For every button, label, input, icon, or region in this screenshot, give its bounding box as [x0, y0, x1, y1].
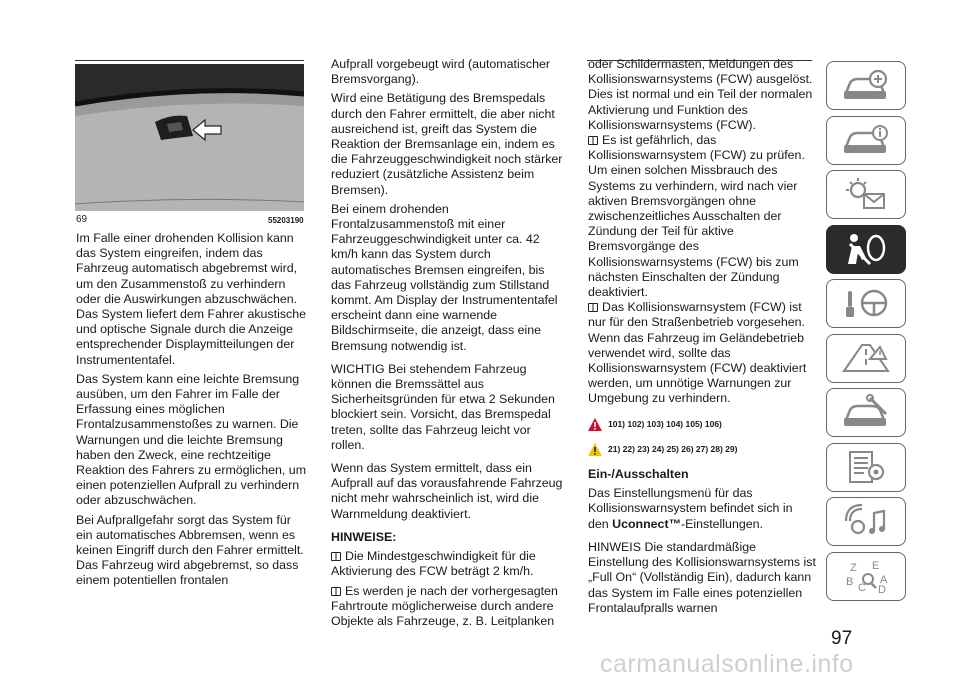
paragraph: Bei Aufprallgefahr sorgt das System für ein automatisches Abbremsen, wenn es keinen Eingriff durch den Fahrer ermittelt. Das Fahrzeug wird abgebremst, so dass einem potentiellen frontalen: [76, 512, 304, 588]
caution-refs-text: 21) 22) 23) 24) 25) 26) 27) 28) 29): [608, 443, 738, 454]
paragraph: WICHTIG Bei stehendem Fahrzeug können die Bremssättel aus Sicherheitsgründen für etwa 2 Sekunden blockiert sein. Vorsicht, das Bremspedal treten, sollte das Fahrzeug leicht vor rollen.: [331, 361, 555, 452]
car-dashboard-icon: [840, 67, 892, 105]
text-column-1: [76, 231, 308, 593]
index-letter: C: [858, 582, 866, 594]
caution-references: [588, 442, 816, 457]
book-icon: [588, 303, 598, 312]
figure-code: 55203190: [268, 216, 304, 225]
technical-data-icon: [840, 448, 892, 486]
tab-car-info[interactable]: [826, 116, 906, 165]
windshield-illustration: [75, 64, 304, 211]
chapter-sidebar: [826, 61, 908, 606]
watermark: carmanualsonline.info: [600, 650, 854, 678]
index-letter: D: [878, 584, 886, 595]
paragraph: Bei einem drohenden Frontalzusammenstoß mit einer Fahrzeuggeschwindigkeit unter ca. 42 km/h kann das System durch automatisches Bremsen eingreifen, bis das Fahrzeug vollständig zum Stillstand kommt. Am Display der Instrumententafel erscheint dann eine warnende Bildschirmseite, die anzeigt, dass eine Bremsung notwendig ist.: [331, 201, 558, 353]
paragraph: HINWEIS Die standardmäßige Einstellung des Kollisionswarnsystems ist „Full On“ (Vollständig Ein), dadurch kann das System im Falle eines potenziellen Frontalaufpralls warnen: [588, 539, 816, 615]
steering-wheel-icon: [840, 285, 892, 323]
book-icon: [331, 587, 341, 596]
tab-car-dashboard[interactable]: [826, 61, 906, 110]
index-letter: B: [846, 576, 854, 588]
book-icon: [588, 136, 598, 145]
tab-emergency[interactable]: [826, 334, 906, 383]
note-item: [331, 584, 567, 630]
car-info-icon: [840, 121, 892, 159]
index-icon: [840, 557, 892, 595]
warning-lights-icon: [840, 176, 892, 214]
top-rule-left: [75, 60, 304, 61]
paragraph: Das System kann eine leichte Bremsung ausüben, um den Fahrer im Falle der Erfassung eines möglichen Frontalzusammenstoßes zu warnen. Die Warnungen und die leichte Bremsung haben den Zweck, eine rechtzeitige Reaktion des Fahrers zu ermöglichen, um einen potenziellen Aufprall zu verhindern oder abzuschwächen.: [76, 371, 307, 508]
notes-heading: HINWEISE:: [331, 529, 397, 544]
tab-warning-lights[interactable]: [826, 170, 906, 219]
section-text-end: -Einstellungen.: [680, 516, 763, 531]
tab-index[interactable]: [826, 552, 906, 601]
car-service-icon: [840, 394, 892, 432]
emergency-road-icon: [840, 339, 892, 377]
paragraph: Im Falle einer drohenden Kollision kann das System eingreifen, indem das Fahrzeug automatisch abgebremst wird, um den Zusammenstoß zu verhindern oder die Auswirkungen abzuschwächen. Das System liefert dem Fahrer akustische und optische Signale durch die Anzeige entsprechender Displaymitteilungen der Instrumententafel.: [76, 231, 306, 367]
book-icon: [331, 552, 341, 561]
index-letter: A: [880, 574, 888, 586]
tab-technical-data[interactable]: [826, 443, 906, 492]
multimedia-icon: [840, 503, 892, 541]
paragraph: Wird eine Betätigung des Bremspedals durch den Fahrer ermittelt, die aber nicht ausreichend ist, greift das System die Reaktion der Bremsanlage ein, indem es die Fahrzeuggeschwindigkeit noch stärker reduziert (zusätzliche Assistenz beim Bremsen).: [331, 91, 563, 197]
note-item: [588, 133, 816, 300]
warning-references: [588, 417, 816, 432]
safety-airbag-icon: [840, 230, 892, 268]
figure-number: 69: [76, 214, 88, 225]
paragraph: Wenn das System ermittelt, dass ein Aufprall auf das vorausfahrende Fahrzeug nicht mehr wahrscheinlich ist, wird die Warnmeldung deaktiviert.: [331, 461, 563, 521]
paragraph: oder Schildermasten, Meldungen des Kollisionswarnsystems (FCW) ausgelöst. Dies ist normal und ein Teil der normalen Aktivierung und Funktion des Kollisionswarnsystems (FCW).: [588, 57, 813, 132]
tab-service[interactable]: [826, 388, 906, 437]
warning-refs-text: 101) 102) 103) 104) 105) 106): [608, 418, 722, 429]
note-text: Es ist gefährlich, das Kollisionswarnsystem (FCW) zu prüfen. Um einen solchen Missbrauch des Systems zu verhindern, wird nach vier aktiven Bremsvorgängen ohne zwischenzeitliches Ausschalten der Zündung der Teil für aktive Bremsvorgänge des Kollisionswarnsystems (FCW) bis zum nächsten Einschalten der Zündung deaktiviert.: [588, 133, 805, 300]
tab-multimedia[interactable]: [826, 497, 906, 546]
note-item: [588, 300, 816, 406]
page-number: 97: [831, 628, 853, 649]
warning-triangle-icon: [588, 418, 602, 431]
section-text: Das Einstellungsmenü für das Kollisionswarnsystem befindet sich in den: [588, 486, 793, 531]
paragraph: Aufprall vorgebeugt wird (automatischer Bremsvorgang).: [331, 57, 551, 87]
note-text: Es werden je nach der vorhergesagten Fahrtroute möglicherweise durch andere Objekte als Fahrzeuge, z. B. Leitplanken: [331, 583, 558, 628]
index-letter: Z: [850, 562, 857, 574]
note-text: Die Mindestgeschwindigkeit für die Aktivierung des FCW beträgt 2 km/h.: [331, 549, 536, 579]
note-text: Das Kollisionswarnsystem (FCW) ist nur für den Straßenbetrieb vorgesehen. Wenn das Fahrzeug im Geländebetrieb verwendet wird, sollte das Kollisionswarnsystem (FCW) deaktiviert werden, um unnötige Warnungen zur Umgebung zu verhindern.: [588, 300, 807, 406]
section-heading: Ein-/Ausschalten: [588, 467, 689, 482]
tab-safety[interactable]: [826, 225, 906, 274]
tab-starting-driving[interactable]: [826, 279, 906, 328]
index-letter: E: [872, 560, 880, 572]
note-item: [331, 549, 567, 579]
windshield-camera-figure: [75, 64, 304, 211]
text-column-3: [588, 57, 816, 620]
caution-triangle-icon: [588, 443, 602, 456]
text-column-2: [331, 57, 567, 633]
uconnect-label: Uconnect™: [612, 516, 681, 531]
paragraph: [588, 486, 816, 532]
